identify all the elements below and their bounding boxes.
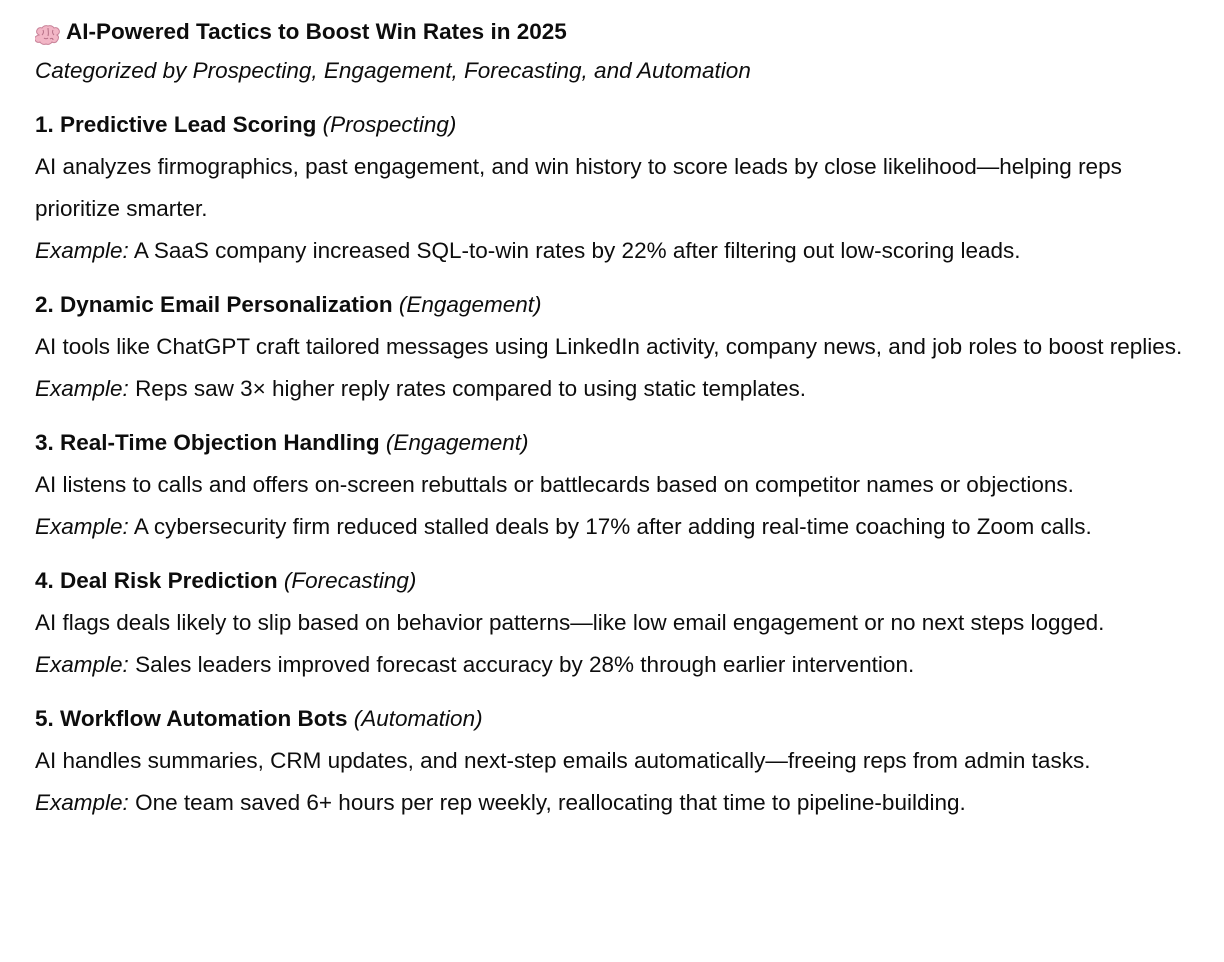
example-label: Example:: [35, 652, 129, 677]
tactic-heading: [35, 104, 1194, 146]
tactic-category: (Prospecting): [322, 112, 457, 137]
page-title: [35, 14, 1194, 50]
tactic-description: AI tools like ChatGPT craft tailored messages using LinkedIn activity, company news, and job roles to boost replies.: [35, 334, 1183, 359]
tactic-section: [35, 104, 1194, 272]
subtitle: Categorized by Prospecting, Engagement, Forecasting, and Automation: [35, 58, 751, 83]
title-text: AI-Powered Tactics to Boost Win Rates in 2025: [66, 19, 567, 44]
tactic-title: 2. Dynamic Email Personalization: [35, 292, 393, 317]
tactic-title: 5. Workflow Automation Bots: [35, 706, 348, 731]
tactic-title: 4. Deal Risk Prediction: [35, 568, 278, 593]
example-text: Sales leaders improved forecast accuracy by 28% through earlier intervention.: [135, 652, 915, 677]
example-text: A cybersecurity firm reduced stalled deals by 17% after adding real-time coaching to Zoom calls.: [133, 514, 1092, 539]
tactic-category: (Engagement): [385, 430, 529, 455]
tactic-section: [35, 560, 1194, 686]
tactic-section: [35, 698, 1194, 824]
example-label: Example:: [35, 376, 129, 401]
brain-icon: [35, 21, 61, 43]
tactic-example: [35, 644, 1194, 686]
example-text: One team saved 6+ hours per rep weekly, reallocating that time to pipeline-building.: [135, 790, 966, 815]
tactic-title: 1. Predictive Lead Scoring: [35, 112, 317, 137]
example-label: Example:: [35, 790, 129, 815]
example-text: A SaaS company increased SQL-to-win rates by 22% after filtering out low-scoring leads.: [133, 238, 1021, 263]
tactic-title: 3. Real-Time Objection Handling: [35, 430, 380, 455]
tactic-description: AI handles summaries, CRM updates, and next-step emails automatically—freeing reps from admin tasks.: [35, 748, 1091, 773]
tactic-section: [35, 422, 1194, 548]
tactic-description: AI flags deals likely to slip based on behavior patterns—like low email engagement or no next steps logged.: [35, 610, 1105, 635]
tactic-category: (Engagement): [398, 292, 542, 317]
tactic-section: [35, 284, 1194, 410]
tactic-heading: [35, 560, 1194, 602]
tactic-heading: [35, 284, 1194, 326]
example-label: Example:: [35, 238, 129, 263]
tactic-example: [35, 782, 1194, 824]
tactic-category: (Forecasting): [283, 568, 417, 593]
example-text: Reps saw 3× higher reply rates compared to using static templates.: [135, 376, 807, 401]
tactic-heading: [35, 422, 1194, 464]
example-label: Example:: [35, 514, 129, 539]
tactic-example: [35, 506, 1194, 548]
tactic-heading: [35, 698, 1194, 740]
tactic-category: (Automation): [353, 706, 483, 731]
tactic-example: [35, 368, 1194, 410]
tactic-description: AI listens to calls and offers on-screen rebuttals or battlecards based on competitor names or objections.: [35, 472, 1074, 497]
tactic-description: AI analyzes firmographics, past engagement, and win history to score leads by close likelihood—helping reps prioritize smarter.: [35, 154, 1122, 221]
tactic-example: [35, 230, 1194, 272]
